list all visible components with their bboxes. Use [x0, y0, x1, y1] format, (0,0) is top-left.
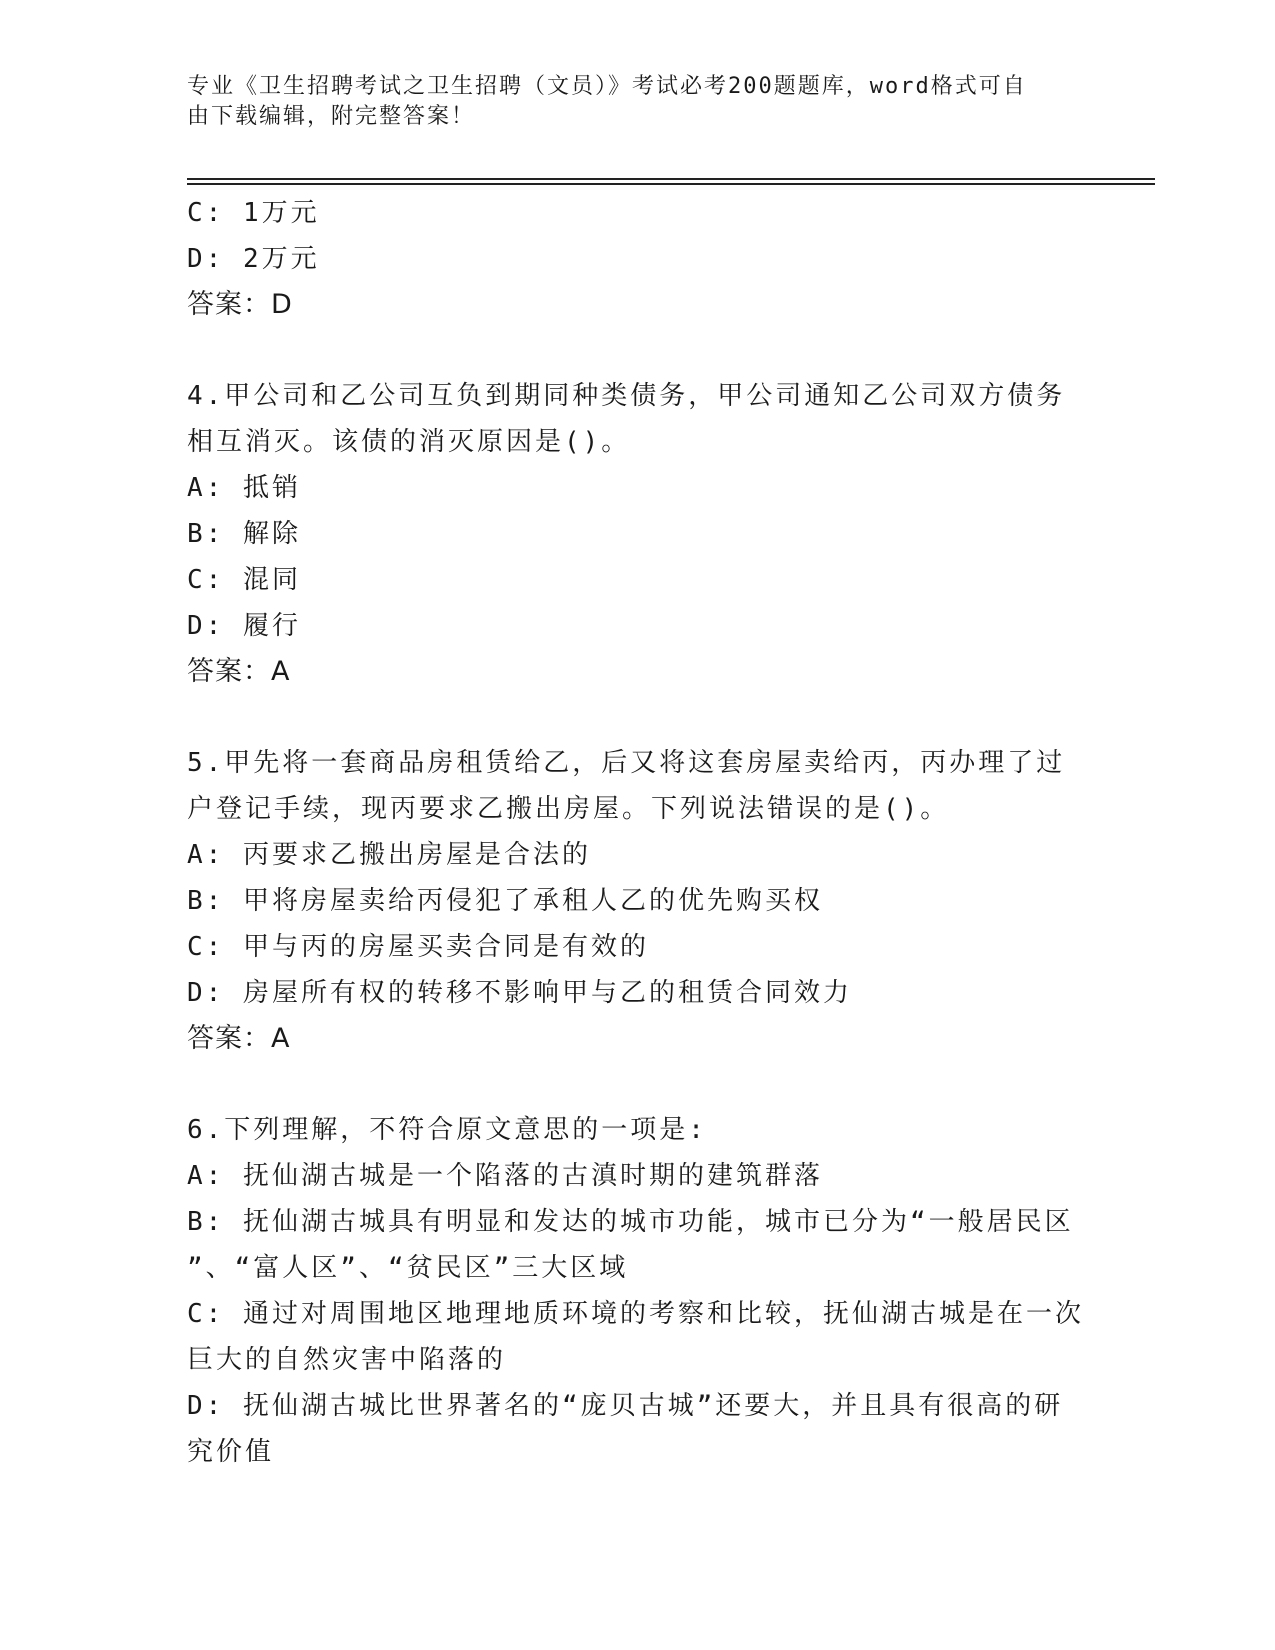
option-d: D: 履行: [187, 611, 301, 641]
option-c-continued: 巨大的自然灾害中陷落的: [187, 1345, 507, 1375]
option-a: A: 丙要求乙搬出房屋是合法的: [187, 840, 591, 870]
option-b: B: 甲将房屋卖给丙侵犯了承租人乙的优先购买权: [187, 886, 823, 916]
option-c: C: 通过对周围地区地理地质环境的考察和比较，抚仙湖古城是在一次: [187, 1299, 1084, 1329]
question-5: [187, 740, 1087, 1062]
question-stem-line: 6.下列理解，不符合原文意思的一项是:: [187, 1115, 707, 1145]
option-d: D: 2万元: [187, 244, 320, 274]
question-4: [187, 373, 1087, 695]
option-b-continued: ”、“富人区”、“贫民区”三大区域: [187, 1253, 629, 1283]
header-rule-top: [187, 178, 1155, 180]
question-stem-line: 5.甲先将一套商品房租赁给乙，后又将这套房屋卖给丙，丙办理了过: [187, 748, 1066, 778]
option-a: A: 抵销: [187, 473, 301, 503]
question-stem-line: 户登记手续，现丙要求乙搬出房屋。下列说法错误的是()。: [187, 794, 950, 824]
answer-line: 答案：A: [187, 1023, 291, 1054]
spacer: [187, 695, 1087, 740]
question-6: [187, 1107, 1087, 1475]
option-c: C: 1万元: [187, 198, 320, 228]
option-c: C: 混同: [187, 565, 301, 595]
option-d-continued: 究价值: [187, 1437, 275, 1467]
question-content: [187, 190, 1087, 1475]
header-line-2: 由下载编辑，附完整答案！: [187, 104, 476, 129]
option-d: D: 房屋所有权的转移不影响甲与乙的租赁合同效力: [187, 978, 852, 1008]
header-line-1: 专业《卫生招聘考试之卫生招聘（文员）》考试必考200题题库，word格式可自: [187, 74, 1027, 99]
answer-line: 答案：A: [187, 656, 291, 687]
header-rule-bottom: [187, 183, 1155, 185]
option-a: A: 抚仙湖古城是一个陷落的古滇时期的建筑群落: [187, 1161, 823, 1191]
question-stem-line: 4.甲公司和乙公司互负到期同种类债务，甲公司通知乙公司双方债务: [187, 381, 1066, 411]
question-3-continued: [187, 190, 1087, 328]
option-c: C: 甲与丙的房屋买卖合同是有效的: [187, 932, 649, 962]
option-b: B: 抚仙湖古城具有明显和发达的城市功能，城市已分为“一般居民区: [187, 1207, 1074, 1237]
question-stem-line: 相互消灭。该债的消灭原因是()。: [187, 427, 631, 457]
option-b: B: 解除: [187, 519, 301, 549]
answer-line: 答案：D: [187, 289, 293, 320]
option-d: D: 抚仙湖古城比世界著名的“庞贝古城”还要大，并且具有很高的研: [187, 1391, 1064, 1421]
spacer: [187, 328, 1087, 373]
page-header: [187, 72, 1067, 132]
spacer: [187, 1062, 1087, 1107]
